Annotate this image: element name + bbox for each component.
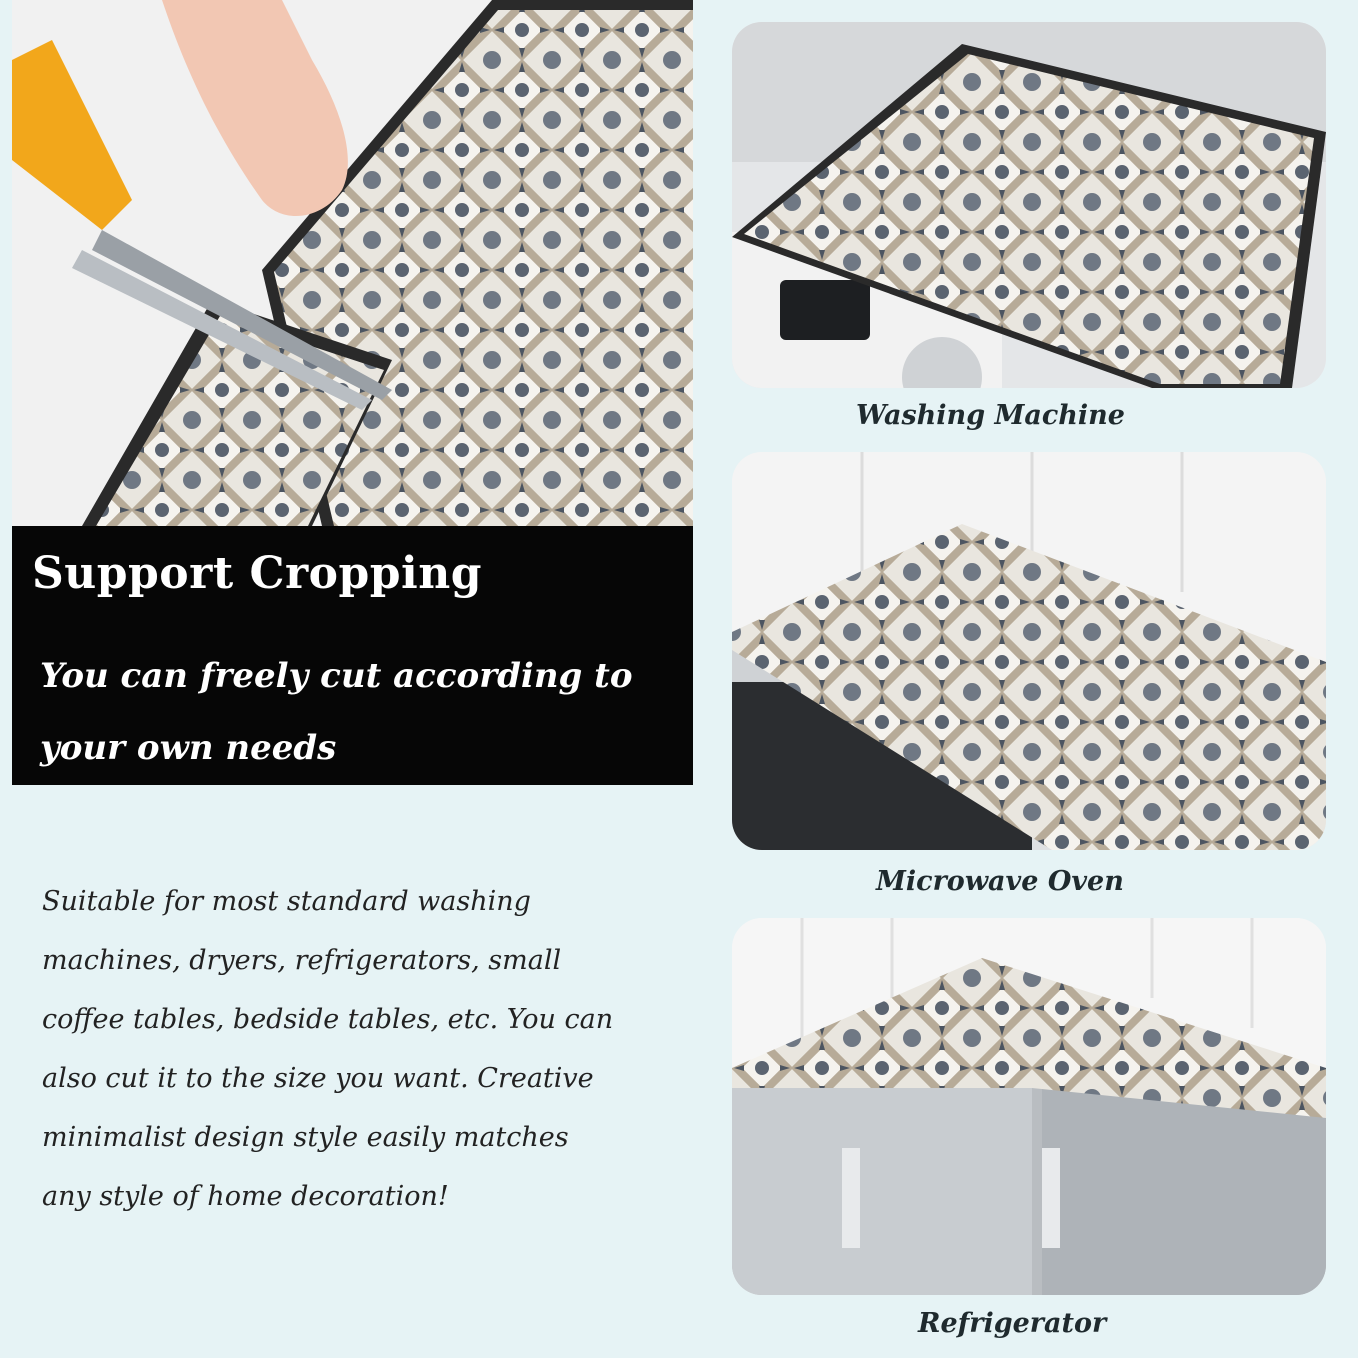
microwave-oven-photo bbox=[732, 452, 1326, 850]
washing-machine-photo bbox=[732, 22, 1326, 388]
refrigerator-photo bbox=[732, 918, 1326, 1295]
support-cropping-banner bbox=[12, 526, 693, 785]
banner-subtitle: You can freely cut according to your own needs bbox=[40, 656, 633, 768]
microwave-oven-caption: Microwave Oven bbox=[876, 866, 1124, 897]
banner-title: Support Cropping bbox=[32, 548, 483, 599]
product-description: Suitable for most standard washing machines, dryers, refrigerators, small coffee tables, bedside tables, etc. You can also cut it to the size you want. Creative minimalist design style easily matches any style of home decoration! bbox=[42, 886, 614, 1212]
refrigerator-caption: Refrigerator bbox=[918, 1308, 1107, 1339]
cropping-photo bbox=[12, 0, 693, 526]
washing-machine-caption: Washing Machine bbox=[856, 400, 1125, 431]
